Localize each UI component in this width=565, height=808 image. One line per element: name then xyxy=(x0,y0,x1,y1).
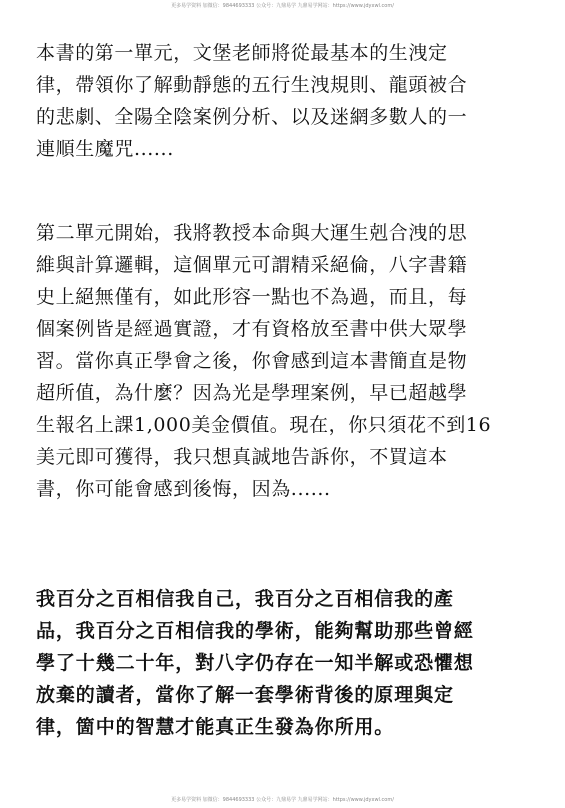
text-line: 史上絕無僅有，如此形容一點也不為過，而且，每 xyxy=(36,286,468,308)
text-line: 律，帶領你了解動靜態的五行生洩規則、龍頭被合 xyxy=(36,74,468,96)
text-line: 習。當你真正學會之後，你會感到這本書簡直是物 xyxy=(36,350,468,372)
text-line: 超所值，為什麼？因為光是學理案例，早已超越學 xyxy=(36,382,468,404)
text-line: 生報名上課1,000美金價值。現在，你只須花不到16 xyxy=(36,414,492,436)
text-line: 學了十幾二十年，對八字仍存在一知半解或恐懼想 xyxy=(36,652,474,674)
text-line: 連順生魔咒...... xyxy=(36,138,174,160)
paragraph-second-unit xyxy=(36,217,536,505)
text-line: 書，你可能會感到後悔，因為...... xyxy=(36,478,331,500)
text-line: 美元即可獲得，我只想真誠地告訴你，不買這本 xyxy=(36,446,448,468)
text-line: 我百分之百相信我自己，我百分之百相信我的產 xyxy=(36,588,454,610)
text-line: 第二單元開始，我將教授本命與大運生剋合洩的思 xyxy=(36,222,468,244)
paragraph-first-unit xyxy=(36,37,536,165)
text-line: 個案例皆是經過實證，才有資格放至書中供大眾學 xyxy=(36,318,468,340)
page-header-note: 更多易学资料 加微信：9844693333 公众号：九鼎易学 九鼎易学网站：https://www.jdyxwl.com/ xyxy=(171,3,394,9)
text-line: 放棄的讀者，當你了解一套學術背後的原理與定 xyxy=(36,684,454,706)
paragraph-belief-statement xyxy=(36,583,536,743)
page-footer-note: 更多易学资料 加微信：9844693333 公众号：九鼎易学 九鼎易学网站：https://www.jdyxwl.com/ xyxy=(171,797,394,803)
text-line: 的悲劇、全陽全陰案例分析、以及迷網多數人的一 xyxy=(36,106,468,128)
text-line: 維與計算邏輯，這個單元可謂精采絕倫，八字書籍 xyxy=(36,254,468,276)
text-line: 品，我百分之百相信我的學術，能夠幫助那些曾經 xyxy=(36,620,474,642)
text-line: 律，箇中的智慧才能真正生發為你所用。 xyxy=(36,716,395,738)
text-line: 本書的第一單元，文堡老師將從最基本的生洩定 xyxy=(36,42,448,64)
